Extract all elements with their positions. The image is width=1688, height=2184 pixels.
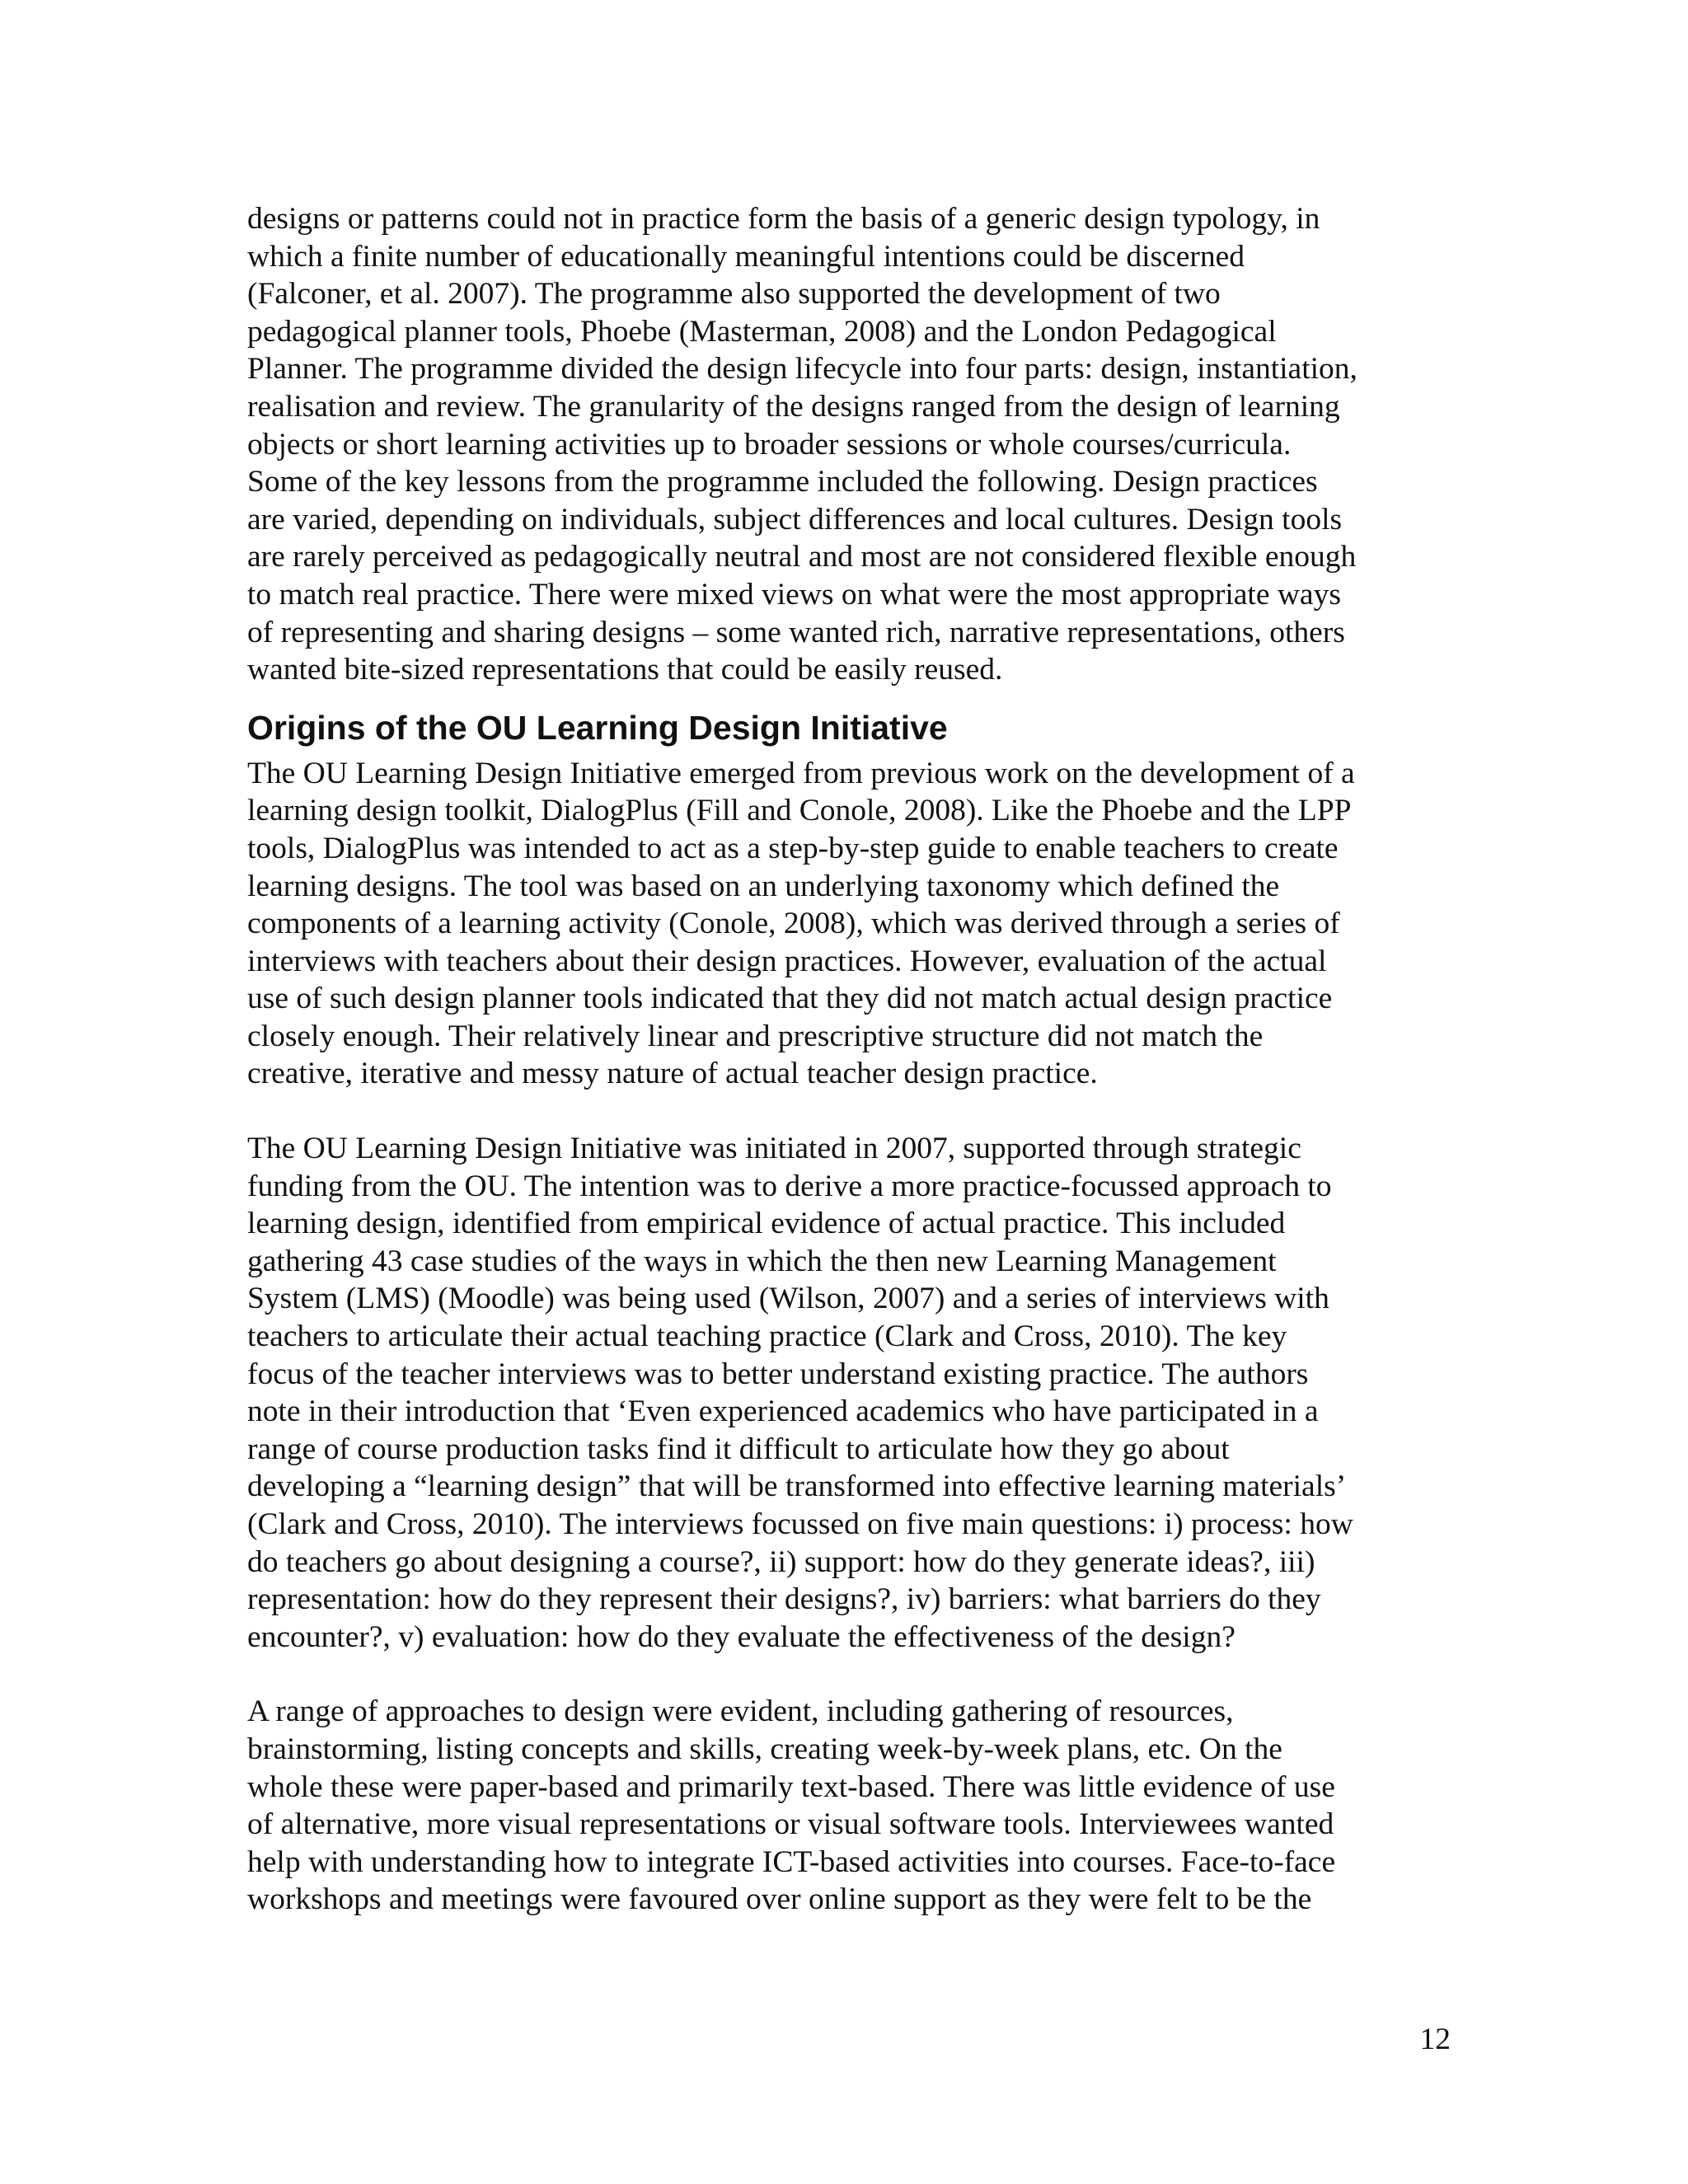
page-number: 12 xyxy=(1419,2022,1451,2056)
page-body xyxy=(247,200,1451,1919)
paragraph-initiative: The OU Learning Design Initiative was initiated in 2007, supported through strategic funding from the OU. The intention was to derive a more practice-focussed approach to learning design, identified from empirical evidence of actual practice. This included gathering 43 case studies of the ways in which the then new Learning Management System (LMS) (Moodle) was being used (Wilson, 2007) and a series of interviews with teachers to articulate their actual teaching practice (Clark and Cross, 2010). The key focus of the teacher interviews was to better understand existing practice. The authors note in their introduction that ‘Even experienced academics who have participated in a range of course production tasks find it difficult to articulate how they go about developing a “learning design” that will be transformed into effective learning materials’ (Clark and Cross, 2010). The interviews focussed on five main questions: i) process: how do teachers go about designing a course?, ii) support: how do they generate ideas?, iii) representation: how do they represent their designs?, iv) barriers: what barriers do they encounter?, v) evaluation: how do they evaluate the effectiveness of the design? xyxy=(247,1132,1353,1654)
paragraph-intro-continuation: designs or patterns could not in practice form the basis of a generic design typology, in which a finite number of educationally meaningful intentions could be discerned (Falconer, et al. 2007). The programme also supported the development of two pedagogical planner tools, Phoebe (Masterman, 2008) and the London Pedagogical Planner. The programme divided the design lifecycle into four parts: design, instantiation, realisation and review. The granularity of the designs ranged from the design of learning objects or short learning activities up to broader sessions or whole courses/curricula. Some of the key lessons from the programme included the following. Design practices are varied, depending on individuals, subject differences and local cultures. Design tools are rarely perceived as pedagogically neutral and most are not considered flexible enough to match real practice. There were mixed views on what were the most appropriate ways of representing and sharing designs – some wanted rich, narrative representations, others wanted bite-sized representations that could be easily reused. xyxy=(247,202,1357,687)
paragraph-origins: The OU Learning Design Initiative emerged from previous work on the development of a learning design toolkit, DialogPlus (Fill and Conole, 2008). Like the Phoebe and the LPP tools, DialogPlus was intended to act as a step-by-step guide to enable teachers to create learning designs. The tool was based on an underlying taxonomy which defined the components of a learning activity (Conole, 2008), which was derived through a series of interviews with teachers about their design practices. However, evaluation of the actual use of such design planner tools indicated that they did not match actual design practice closely enough. Their relatively linear and prescriptive structure did not match the creative, iterative and messy nature of actual teacher design practice. xyxy=(247,756,1355,1091)
paragraph-approaches: A range of approaches to design were evident, including gathering of resources, brainstorming, listing concepts and skills, creating week-by-week plans, etc. On the whole these were paper-based and primarily text-based. There was little evidence of use of alternative, more visual representations or visual software tools. Interviewees wanted help with understanding how to integrate ICT-based activities into courses. Face-to-face workshops and meetings were favoured over online support as they were felt to be the xyxy=(247,1694,1336,1917)
paragraph-spacer xyxy=(247,1093,1451,1130)
paragraph-spacer xyxy=(247,1656,1451,1693)
section-heading: Origins of the OU Learning Design Initiative xyxy=(247,708,948,747)
